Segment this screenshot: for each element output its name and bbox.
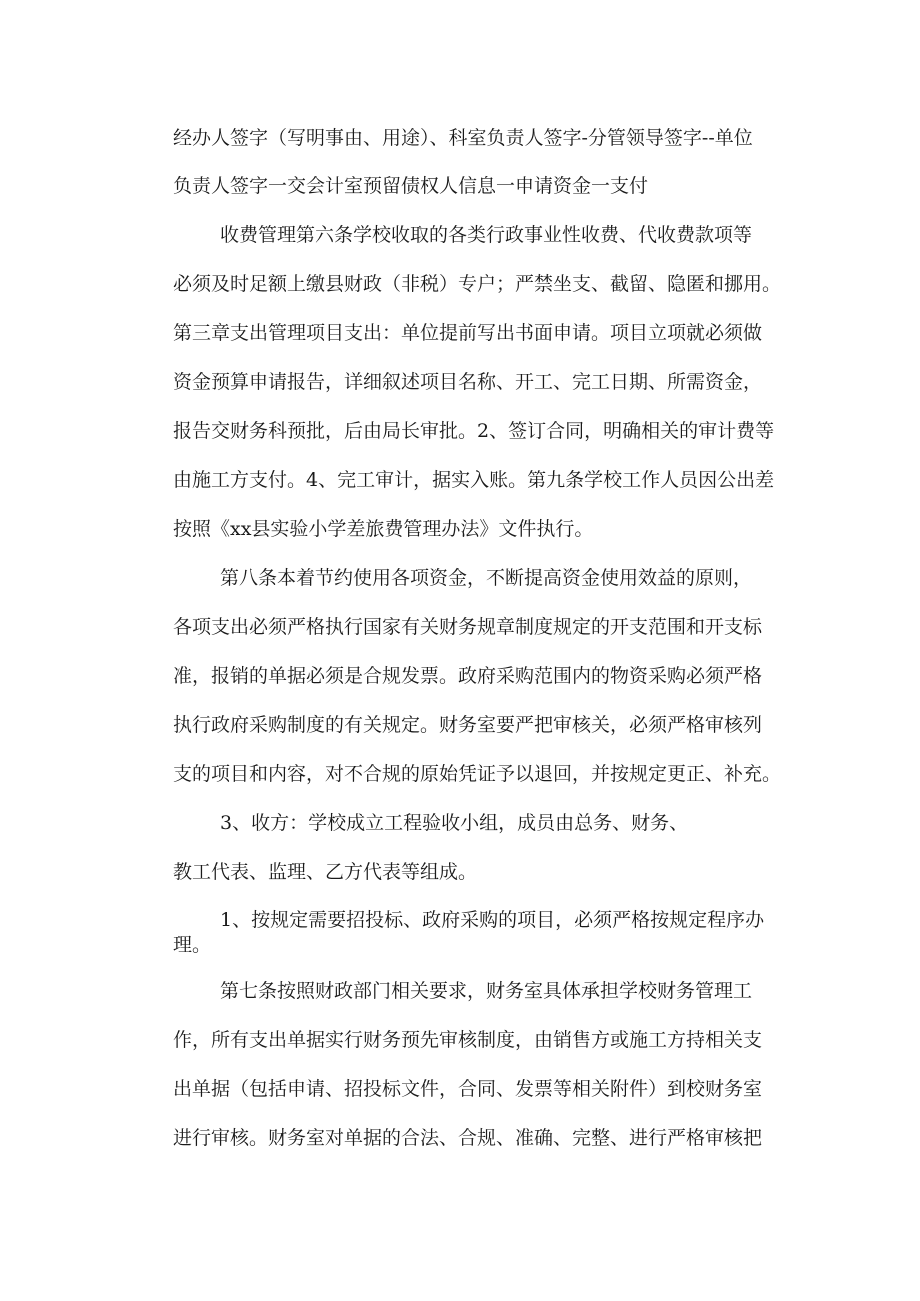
text-line: 资金预算申请报告，详细叙述项目名称、开工、完工日期、所需资金， <box>173 371 763 393</box>
paragraph-start-line: 1、按规定需要招投标、政府采购的项目，必须严格按规定程序办 <box>220 909 765 931</box>
text-line: 第三章支出管理项目支出：单位提前写出书面申请。项目立项就必须做 <box>173 322 763 344</box>
paragraph-start-line: 第七条按照财政部门相关要求，财务室具体承担学校财务管理工 <box>220 980 753 1002</box>
text-line: 按照《xx县实验小学差旅费管理办法》文件执行。 <box>173 518 594 540</box>
text-line: 经办人签字（写明事由、用途）、科室负责人签字-分管领导签字--单位 <box>173 127 753 149</box>
paragraph-start-line: 收费管理第六条学校收取的各类行政事业性收费、代收费款项等 <box>220 224 753 246</box>
text-line: 负责人签字一交会计室预留债权人信息一申请资金一支付 <box>173 175 649 197</box>
text-line: 进行审核。财务室对单据的合法、合规、准确、完整、进行严格审核把 <box>173 1127 763 1149</box>
text-line: 教工代表、监理、乙方代表等组成。 <box>173 861 478 883</box>
text-line: 报告交财务科预批，后由局长审批。2、签订合同，明确相关的审计费等 <box>173 420 775 442</box>
text-line: 准，报销的单据必须是合规发票。政府采购范围内的物资采购必须严格 <box>173 665 763 687</box>
text-line: 出单据（包括申请、招投标文件，合同、发票等相关附件）到校财务室 <box>173 1078 763 1100</box>
text-line: 各项支出必须严格执行国家有关财务规章制度规定的开支范围和开支标 <box>173 616 763 638</box>
paragraph-start-line: 3、收方：学校成立工程验收小组，成员由总务、财务、 <box>220 812 689 834</box>
text-line: 执行政府采购制度的有关规定。财务室要严把审核关，必须严格审核列 <box>173 714 763 736</box>
text-line: 由施工方支付。4、完工审计，据实入账。第九条学校工作人员因公出差 <box>173 469 775 491</box>
text-line: 理。 <box>173 934 212 956</box>
text-line: 支的项目和内容，对不合规的原始凭证予以退回，并按规定更正、补充。 <box>173 763 782 785</box>
text-line: 必须及时足额上缴县财政（非税）专户；严禁坐支、截留、隐匿和挪用。 <box>173 273 782 295</box>
text-line: 作，所有支出单据实行财务预先审核制度，由销售方或施工方持相关支 <box>173 1029 763 1051</box>
paragraph-start-line: 第八条本着节约使用各项资金，不断提高资金使用效益的原则， <box>220 567 753 589</box>
